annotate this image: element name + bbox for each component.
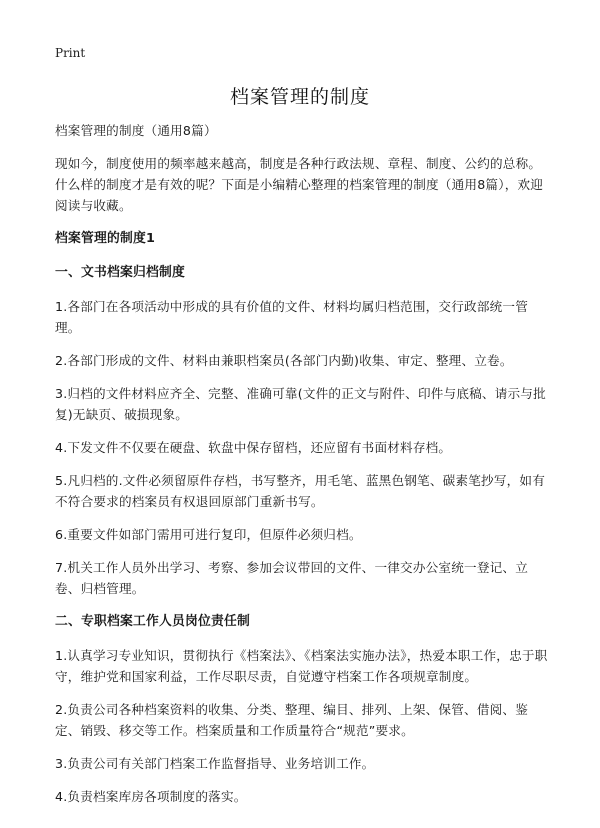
list-item: 1.各部门在各项活动中形成的具有价值的文件、材料均属归档范围，交行政部统一管理。 [55, 299, 528, 335]
intro-paragraph: 现如今，制度使用的频率越来越高，制度是各种行政法规、章程、制度、公约的总称。什么样的制度才是有效的呢？下面是小编精心整理的档案管理的制度（通用8篇），欢迎阅读与收藏。 [55, 156, 544, 213]
list-item: 6.重要文件如部门需用可进行复印，但原件必须归档。 [55, 527, 362, 542]
section-heading: 二、专职档案工作人员岗位责任制 [55, 614, 250, 629]
document-title: 档案管理的制度 [229, 86, 370, 108]
list-item: 3.负责公司有关部门档案工作监督指导、业务培训工作。 [55, 756, 375, 771]
list-item: 4.负责档案库房各项制度的落实。 [55, 789, 247, 804]
print-link[interactable]: Print [55, 46, 86, 60]
list-item: 3.归档的文件材料应齐全、完整、准确可靠(文件的正文与附件、印件与底稿、请示与批复)无缺页、破损现象。 [55, 386, 546, 422]
document-subtitle: 档案管理的制度（通用8篇） [55, 123, 217, 138]
document-body [55, 120, 548, 819]
list-item: 2.负责公司各种档案资料的收集、分类、整理、编目、排列、上架、保管、借阅、鉴定、销毁、移交等工作。档案质量和工作质量符合“规范”要求。 [55, 702, 528, 738]
list-item: 7.机关工作人员外出学习、考察、参加会议带回的文件、一律交办公室统一登记、立卷、归档管理。 [55, 560, 528, 596]
article-heading: 档案管理的制度1 [55, 231, 156, 246]
list-item: 5.凡归档的.文件必须留原件存档，书写整齐，用毛笔、蓝黑色钢笔、碳素笔抄写，如有不符合要求的档案员有权退回原部门重新书写。 [55, 473, 545, 509]
list-item: 1.认真学习专业知识，贯彻执行《档案法》、《档案法实施办法》，热爱本职工作，忠于职守，维护党和国家利益，工作尽职尽责，自觉遵守档案工作各项规章制度。 [55, 648, 548, 684]
list-item: 4.下发文件不仅要在硬盘、软盘中保存留档，还应留有书面材料存档。 [55, 440, 452, 455]
list-item: 2.各部门形成的文件、材料由兼职档案员(各部门内勤)收集、审定、整理、立卷。 [55, 353, 513, 368]
section-heading: 一、文书档案归档制度 [55, 265, 185, 280]
